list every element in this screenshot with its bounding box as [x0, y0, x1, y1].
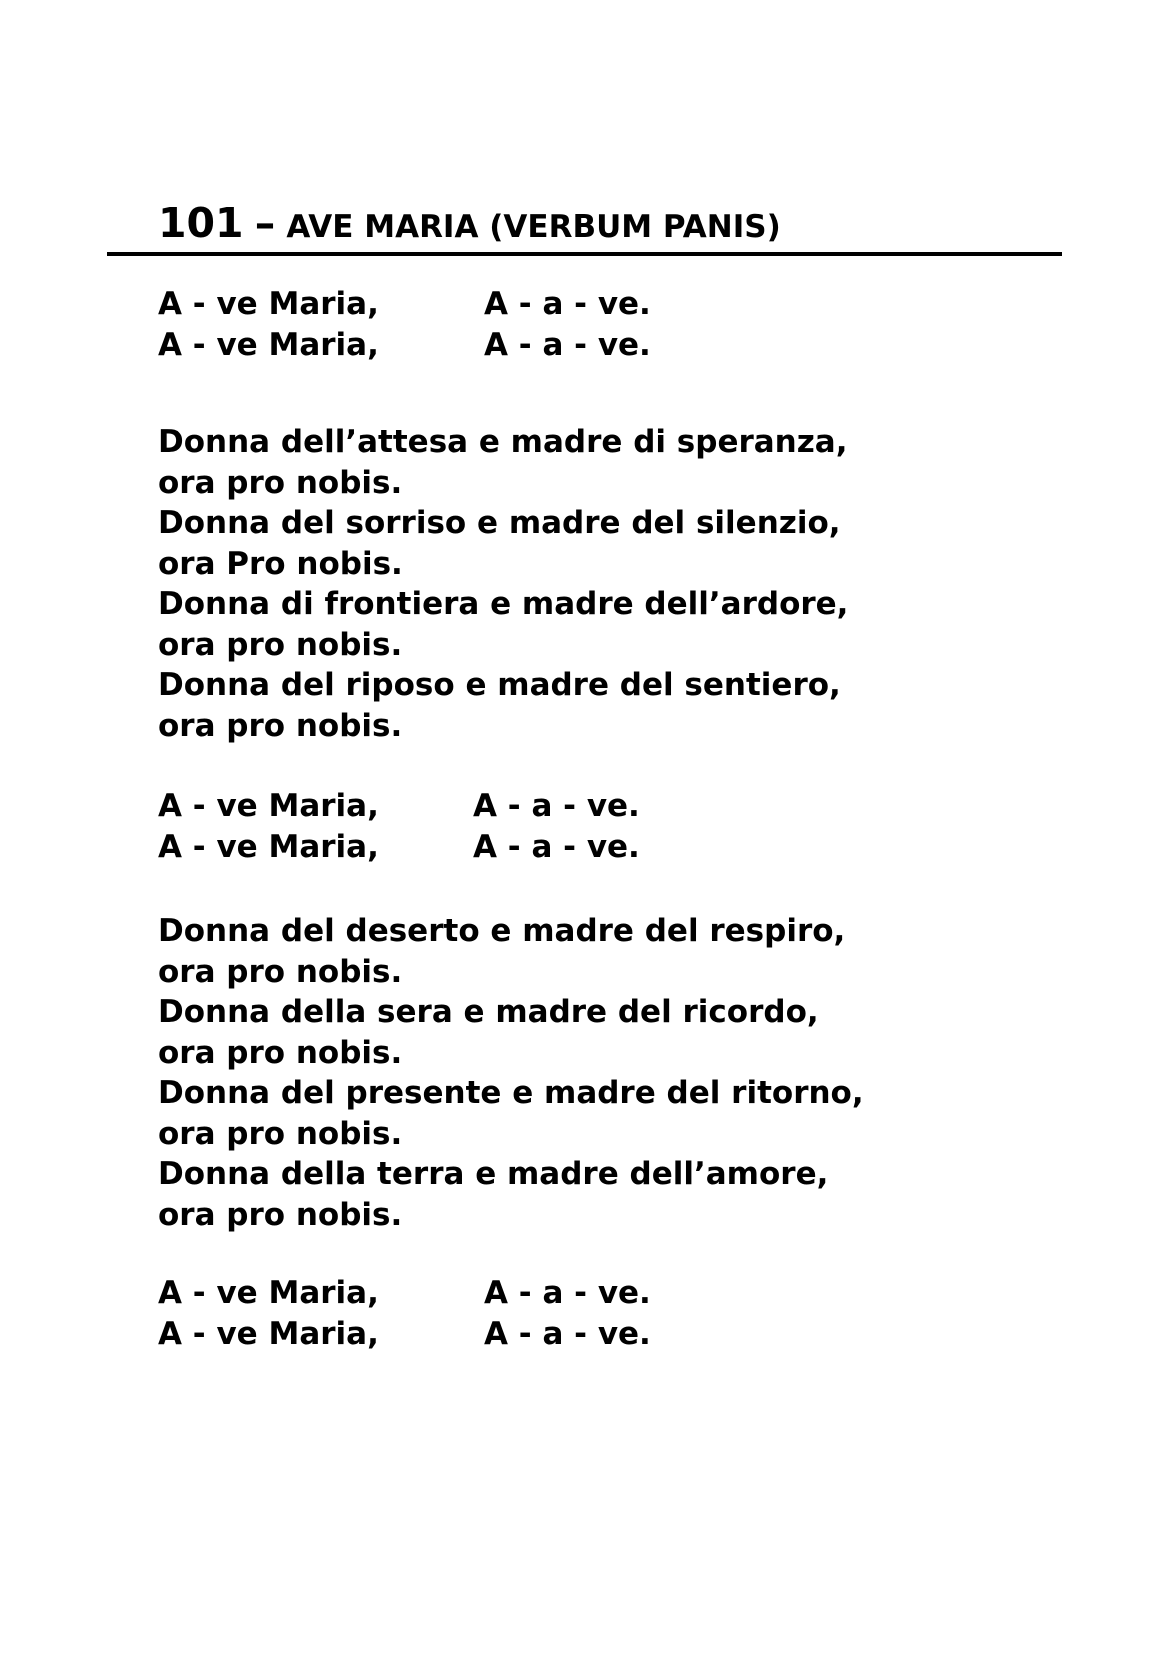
verse-line: Donna della sera e madre del ricordo,	[158, 994, 819, 1030]
refrain-1	[158, 284, 651, 365]
refrain-part-b: A - a - ve.	[473, 828, 640, 865]
verse-line: ora pro nobis.	[158, 707, 403, 744]
refrain-line	[158, 325, 651, 366]
verse-line: Donna della terra e madre dell’amore,	[158, 1156, 829, 1192]
refrain-2	[158, 786, 640, 867]
verse-line: ora pro nobis.	[158, 1034, 403, 1071]
refrain-3	[158, 1273, 651, 1354]
verse-line: Donna di frontiera e madre dell’ardore,	[158, 586, 849, 622]
verse-line: ora pro nobis.	[158, 626, 403, 663]
verse-line: Donna del presente e madre del ritorno,	[158, 1075, 864, 1111]
refrain-part-b: A - a - ve.	[484, 1275, 651, 1311]
verse-line: Donna del deserto e madre del respiro,	[158, 913, 846, 949]
verse-line: Donna del sorriso e madre del silenzio,	[158, 505, 841, 541]
refrain-part-a: A - ve Maria,	[158, 286, 379, 322]
verse-line: ora pro nobis.	[158, 953, 403, 990]
refrain-part-b: A - a - ve.	[484, 1315, 651, 1352]
verse-line: ora Pro nobis.	[158, 545, 403, 582]
song-title: AVE MARIA (VERBUM PANIS)	[286, 209, 781, 245]
refrain-line	[158, 1273, 651, 1314]
refrain-line	[158, 827, 640, 868]
refrain-line	[158, 786, 640, 827]
refrain-part-a: A - ve Maria,	[158, 1315, 379, 1352]
verse-line: ora pro nobis.	[158, 464, 403, 501]
verse-line: Donna dell’attesa e madre di speranza,	[158, 424, 848, 460]
refrain-part-a: A - ve Maria,	[158, 326, 379, 363]
refrain-part-a: A - ve Maria,	[158, 1275, 379, 1311]
verse-1	[158, 422, 848, 746]
refrain-line	[158, 284, 651, 325]
refrain-part-b: A - a - ve.	[473, 788, 640, 824]
refrain-line	[158, 1314, 651, 1355]
song-number: 101	[158, 199, 244, 247]
verse-line: Donna del riposo e madre del sentiero,	[158, 667, 841, 703]
verse-2	[158, 911, 864, 1235]
title-underline	[107, 252, 1062, 256]
refrain-part-b: A - a - ve.	[484, 286, 651, 322]
title-dash: –	[254, 199, 276, 247]
refrain-part-a: A - ve Maria,	[158, 788, 379, 824]
verse-line: ora pro nobis.	[158, 1115, 403, 1152]
verse-line: ora pro nobis.	[158, 1196, 403, 1233]
refrain-part-b: A - a - ve.	[484, 326, 651, 363]
page-title	[158, 198, 781, 252]
refrain-part-a: A - ve Maria,	[158, 828, 379, 865]
